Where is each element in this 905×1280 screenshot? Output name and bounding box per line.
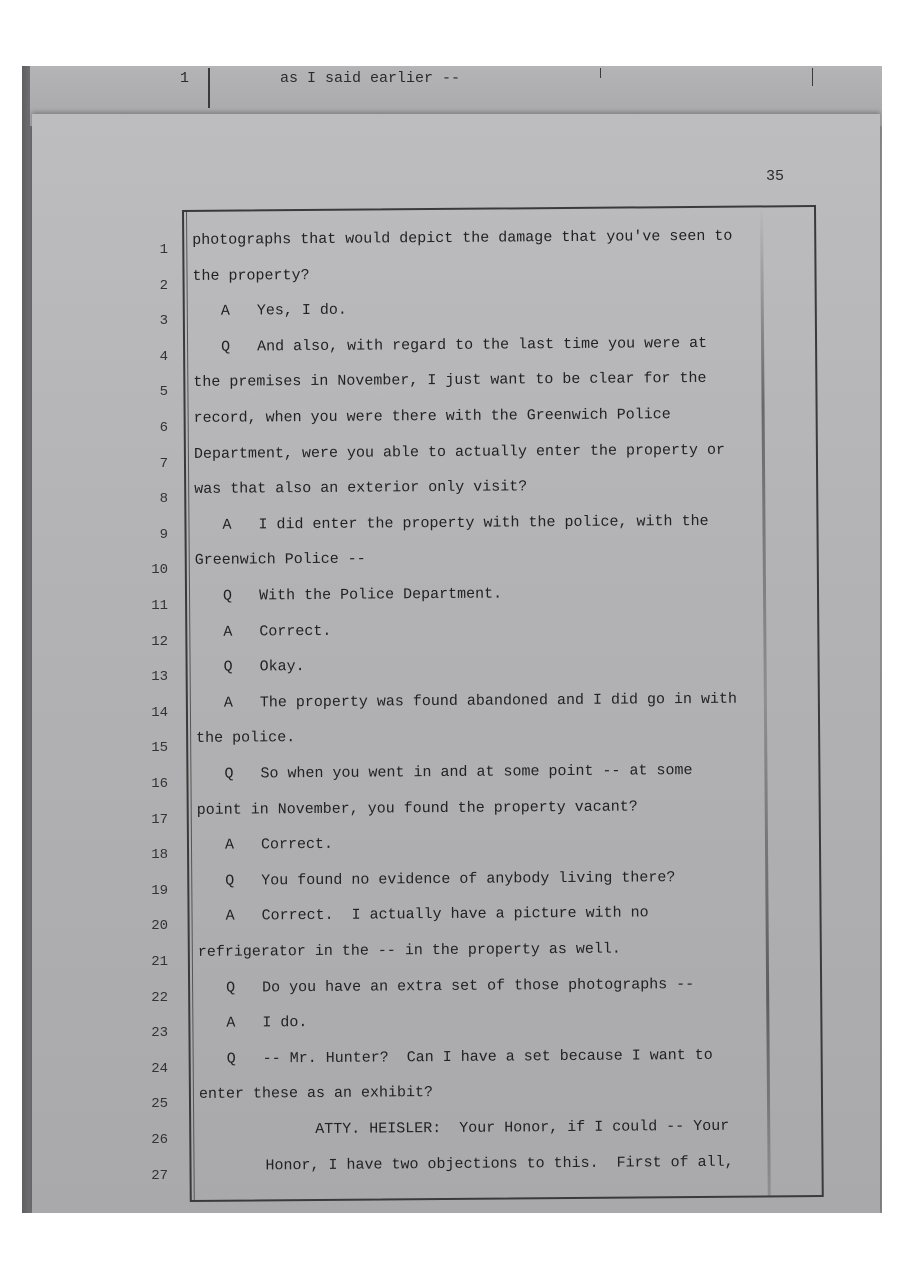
transcript-line: point in November, you found the property vacant?	[196, 798, 638, 819]
line-number: 3	[159, 313, 168, 330]
line-number: 20	[151, 918, 168, 935]
line-number: 23	[151, 1025, 168, 1042]
transcript-line: record, when you were there with the Greenwich Police	[193, 406, 671, 427]
line-number: 17	[151, 811, 168, 828]
line-number: 5	[159, 384, 168, 401]
line-number: 27	[151, 1167, 168, 1184]
transcript-line: Q With the Police Department.	[222, 585, 503, 605]
line-number: 16	[151, 776, 168, 792]
transcript-page	[32, 114, 880, 1213]
transcript-line: Greenwich Police --	[194, 550, 366, 570]
transcript-line: enter these as an exhibit?	[198, 1084, 434, 1104]
underlying-tick	[812, 68, 813, 86]
transcript-line: Q And also, with regard to the last time you were at	[221, 334, 708, 356]
line-number: 25	[151, 1096, 168, 1113]
transcript-line: A Correct.	[223, 622, 332, 641]
line-number: 7	[159, 455, 168, 472]
line-number: 24	[151, 1060, 168, 1077]
line-number: 9	[159, 526, 168, 543]
transcript-line: the police.	[196, 729, 296, 748]
transcript-line: was that also an exterior only visit?	[194, 478, 528, 499]
transcript-line: A Correct. I actually have a picture with no	[225, 904, 649, 926]
transcript-line: refrigerator in the -- in the property as well.	[197, 940, 621, 961]
transcript-line: Q Okay.	[223, 658, 305, 676]
transcript-line: the property?	[192, 266, 310, 285]
line-number: 18	[151, 847, 168, 864]
transcript-line: photographs that would depict the damage that you've seen to	[192, 227, 733, 249]
transcript-line: A Yes, I do.	[220, 301, 347, 320]
transcript-line: A I do.	[226, 1014, 308, 1032]
underlying-tick	[600, 68, 601, 78]
underlying-line-text: as I said earlier --	[280, 70, 461, 87]
transcript-line: A Correct.	[224, 836, 334, 854]
line-number: 14	[151, 704, 168, 721]
underlying-margin-rule	[208, 68, 210, 108]
line-number: 26	[151, 1132, 168, 1148]
line-number: 1	[159, 242, 168, 258]
transcript-line: A The property was found abandoned and I did go in with	[223, 690, 738, 712]
transcript-line: Honor, I have two objections to this. First of all,	[265, 1153, 734, 1174]
transcript-line: Q Do you have an extra set of those photographs --	[226, 975, 695, 997]
line-number: 2	[159, 277, 168, 294]
transcript-frame	[182, 205, 824, 1202]
page-number: 35	[766, 168, 785, 185]
underlying-line-number: 1	[180, 70, 190, 87]
line-number: 15	[151, 740, 168, 757]
line-number: 13	[151, 669, 168, 686]
transcript-line: ATTY. HEISLER: Your Honor, if I could -- Your	[315, 1117, 730, 1138]
line-number: 21	[151, 954, 168, 970]
transcript-line: Q -- Mr. Hunter? Can I have a set because I want to	[226, 1046, 713, 1068]
line-number: 19	[151, 882, 168, 899]
transcript-line: the premises in November, I just want to be clear for the	[193, 370, 707, 392]
document-photo	[22, 66, 882, 1213]
line-number: 6	[159, 420, 168, 436]
transcript-line: Q You found no evidence of anybody living there?	[225, 868, 676, 890]
transcript-line: Q So when you went in and at some point -- at some	[224, 762, 693, 783]
line-number: 8	[159, 491, 168, 508]
line-number: 12	[151, 633, 168, 650]
line-number: 4	[159, 348, 168, 365]
transcript-line: A I did enter the property with the police, with the	[222, 512, 709, 534]
transcript-line: Department, were you able to actually enter the property or	[193, 441, 726, 463]
line-number: 22	[151, 989, 168, 1006]
line-number: 11	[151, 598, 168, 614]
line-number: 10	[151, 562, 168, 579]
